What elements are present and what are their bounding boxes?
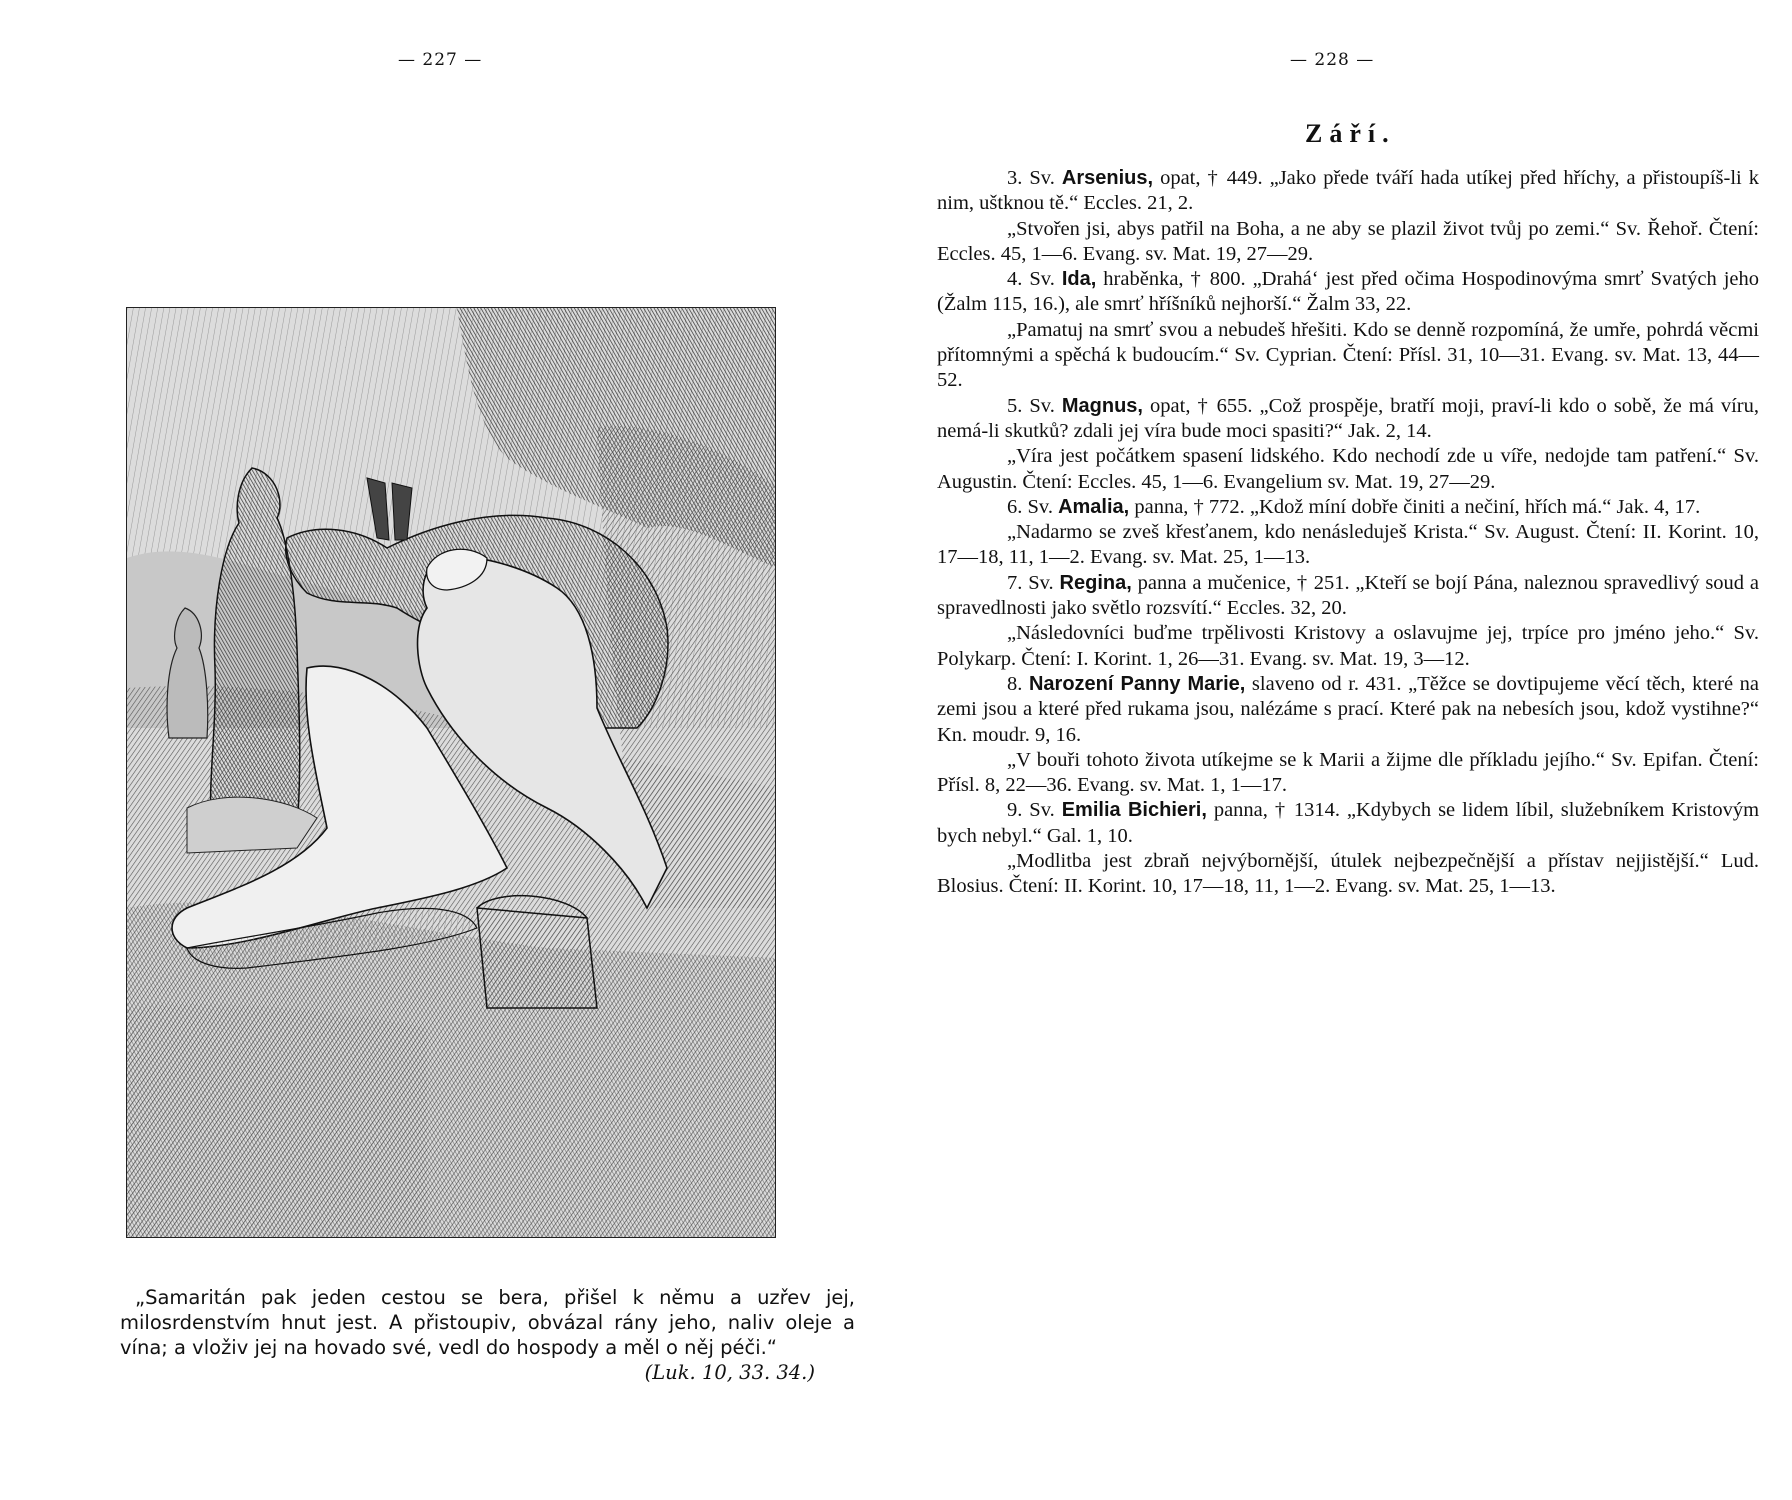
entry: „V bouři tohoto života utíkejme se k Marii a žijme dle příkladu jejího.“ Sv. Epifan. Čtení: Přísl. 8, 22—36. Evang. sv. Mat. 1, 1—17. [937,748,1759,797]
entry: „Víra jest počátkem spasení lidského. Kdo nechodí zde u víře, nedojde tam patření.“ Sv. Augustin. Čtení: Eccles. 45, 1—6. Evangelium sv. Mat. 19, 27—29. [937,445,1759,493]
calendar-entries [937,166,1759,900]
entry: 5. Sv. Magnus, opat, † 655. „Což prospěje, bratří moji, praví-li kdo o sobě, že má víru, nemá-li skutků? zdali jej víra bude moci spasiti?“ Jak. 2, 14. [937,394,1759,442]
entry: 8. Narození Panny Marie, slaveno od r. 431. „Těžce se dovtipujeme věcí těch, které na zemi jsou a které před rukama jsou, nalézáme s prací. Které pak na nebesích jsou, kdož vystihne?“ Kn. moudr. 9, 16. [937,672,1760,746]
caption-reference: (Luk. 10, 33. 34.) [644,1361,815,1384]
entry: 3. Sv. Arsenius, opat, † 449. „Jako přede tváří hada utíkej před hříchy, a přistoupíš-li k nim, uštknou tě.“ Eccles. 21, 2. [937,167,1759,215]
entry: „Stvořen jsi, abys patřil na Boha, a ne aby se plazil život tvůj po zemi.“ Sv. Řehoř. Čtení: Eccles. 45, 1—6. Evang. sv. Mat. 19, 27—29. [937,217,1759,265]
entry: „Pamatuj na smrť svou a nebudeš hřešiti. Kdo se denně rozpomíná, že umře, pohrdá věcmi přítomnými a spěchá k budoucím.“ Sv. Cyprian. Čtení: Přísl. 31, 10—31. Evang. sv. Mat. 13, 44—52. [937,318,1759,392]
good-samaritan-engraving-icon [126,307,776,1238]
entry: 6. Sv. Amalia, panna, † 772. „Kdož míní dobře činiti a nečiní, hřích má.“ Jak. 4, 17. [1007,495,1701,518]
entry: 9. Sv. Emilia Bichieri, panna, † 1314. „Kdybych se lidem líbil, služebníkem Kristovým bych nebyl.“ Gal. 1, 10. [937,799,1760,847]
entry: 7. Sv. Regina, panna a mučenice, † 251. „Kteří se bojí Pána, naleznou spravedlivý soud a spravedlnosti jako světlo rozsvítí.“ Eccles. 32, 20. [937,571,1759,620]
month-title: Září. [1305,119,1396,148]
entry: „Následovníci buďme trpělivosti Kristovy a oslavujme jej, trpíce pro jméno jeho.“ Sv. Polykarp. Čtení: I. Korint. 1, 26—31. Evang. sv. Mat. 19, 3—12. [937,622,1759,670]
entry: 4. Sv. Ida, hraběnka, † 800. „Drahá‘ jest před očima Hospodinovýma smrť Svatých jeho (Žalm 115, 16.), ale smrť hříšníků nejhorší.“ Žalm 33, 22. [937,268,1759,316]
entry: „Modlitba jest zbraň nejvýbornější, útulek nejbezpečnější a přístav nejjistější.“ Lud. Blosius. Čtení: II. Korint. 10, 17—18, 11, 1—2. Evang. sv. Mat. 25, 1—13. [937,850,1759,898]
entry: „Nadarmo se zveš křesťanem, kdo nenásleduješ Krista.“ Sv. August. Čtení: II. Korint. 10, 17—18, 11, 1—2. Evang. sv. Mat. 25, 1—13. [937,521,1759,569]
page-number-left: — 227 — [398,50,483,70]
illustration-caption [120,1285,855,1385]
page-number-right: — 228 — [1290,50,1375,70]
caption-text: „Samaritán pak jeden cestou se bera, přišel k němu a uzřev jej, milosrdenstvím hnut jest. A přistoupiv, obvázal rány jeho, naliv oleje a vína; a vloživ jej na hovado své, vedl do hospody a měl o něj péči.“ [120,1286,855,1359]
